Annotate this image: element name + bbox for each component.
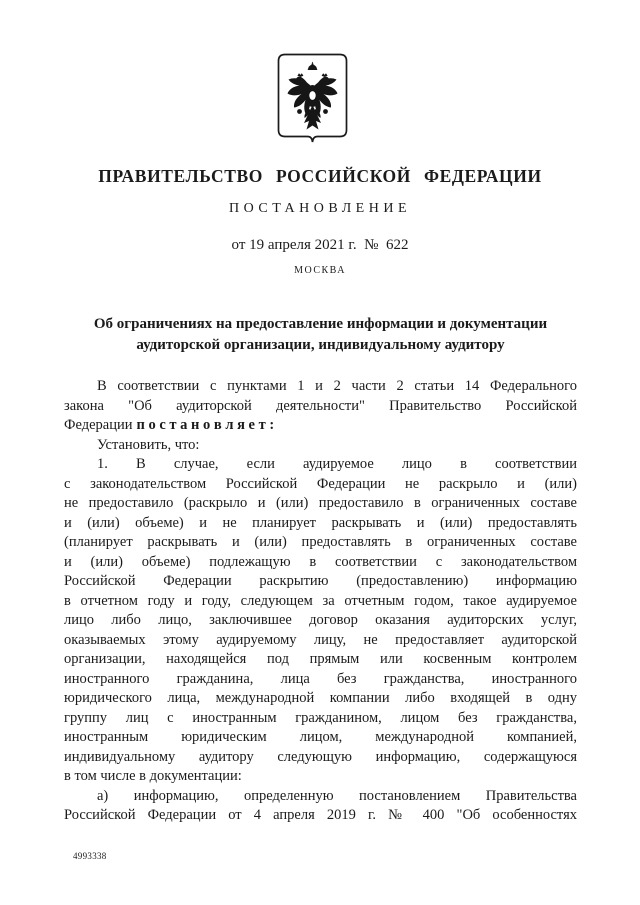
body-line: лицо либо лицо, заключившее договор оказания аудиторских услуг, [64,612,577,628]
body-line: в том числе в документации: [64,768,242,784]
document-id: 4993338 [73,851,107,861]
body-line: а) информацию, определенную постановлением Правительства [97,787,577,804]
body-line: В соответствии с пунктами 1 и 2 части 2 статьи 14 Федерального [97,378,577,394]
body-line: с законодательством Российской Федерации не раскрыло и (или) [64,475,577,492]
body-line: и (или) объеме) подлежащую в соответствии с законодательством [64,553,577,570]
body-line: Установить, что: [97,436,200,453]
body-line [64,416,577,436]
body-line: организации, находящейся под прямым или косвенным контролем [64,651,577,667]
body-line: Российской Федерации от 4 апреля 2019 г. № 400 "Об особенностях [64,807,577,823]
government-title: ПРАВИТЕЛЬСТВО РОССИЙСКОЙ ФЕДЕРАЦИИ [98,166,542,186]
body-line: иностранного гражданина, лица без гражданства, иностранного [64,670,577,687]
body-line: закона "Об аудиторской деятельности" Правительство Российской [64,397,577,414]
body-line: оказываемых этому аудируемому лицу, не предоставляет аудиторской [64,631,577,648]
body-line: (планирует раскрывать и (или) предоставлять в ограниченных составе [64,534,577,550]
city-label: МОСКВА [294,265,346,276]
body-line: в отчетном году и году, следующем за отчетным годом, такое аудируемое [64,592,577,609]
body-line: группу лиц с иностранным гражданином, лицом без гражданства, [64,709,577,726]
body-line: 1. В случае, если аудируемое лицо в соответствии [97,456,577,472]
date-number-line: от 19 апреля 2021 г. № 622 [231,237,409,253]
body-line: Российской Федерации раскрытию (предоставлению) информацию [64,573,577,589]
document-title: Об ограничениях на предоставление информации и документации аудиторской организации, индивидуальному аудитору [93,316,548,353]
document-type: ПОСТАНОВЛЕНИЕ [228,201,412,216]
body-line: индивидуальному аудитору следующую информацию, содержащуюся [64,748,577,765]
decree-word: п о с т а н о в л я е т : [136,417,275,433]
body-line-text: Федерации [64,417,133,433]
document-body [64,377,577,826]
body-line: и (или) объеме) и не планирует раскрывать и (или) предоставлять [64,514,577,531]
body-line: не предоставило (раскрыло и (или) предоставило в ограниченных составе [64,495,577,511]
coat-of-arms-icon [277,53,348,145]
body-line: иностранным юридическим лицом, международной компанией, [64,729,577,745]
body-line: юридического лица, международной компании либо входящей в одну [64,690,577,706]
